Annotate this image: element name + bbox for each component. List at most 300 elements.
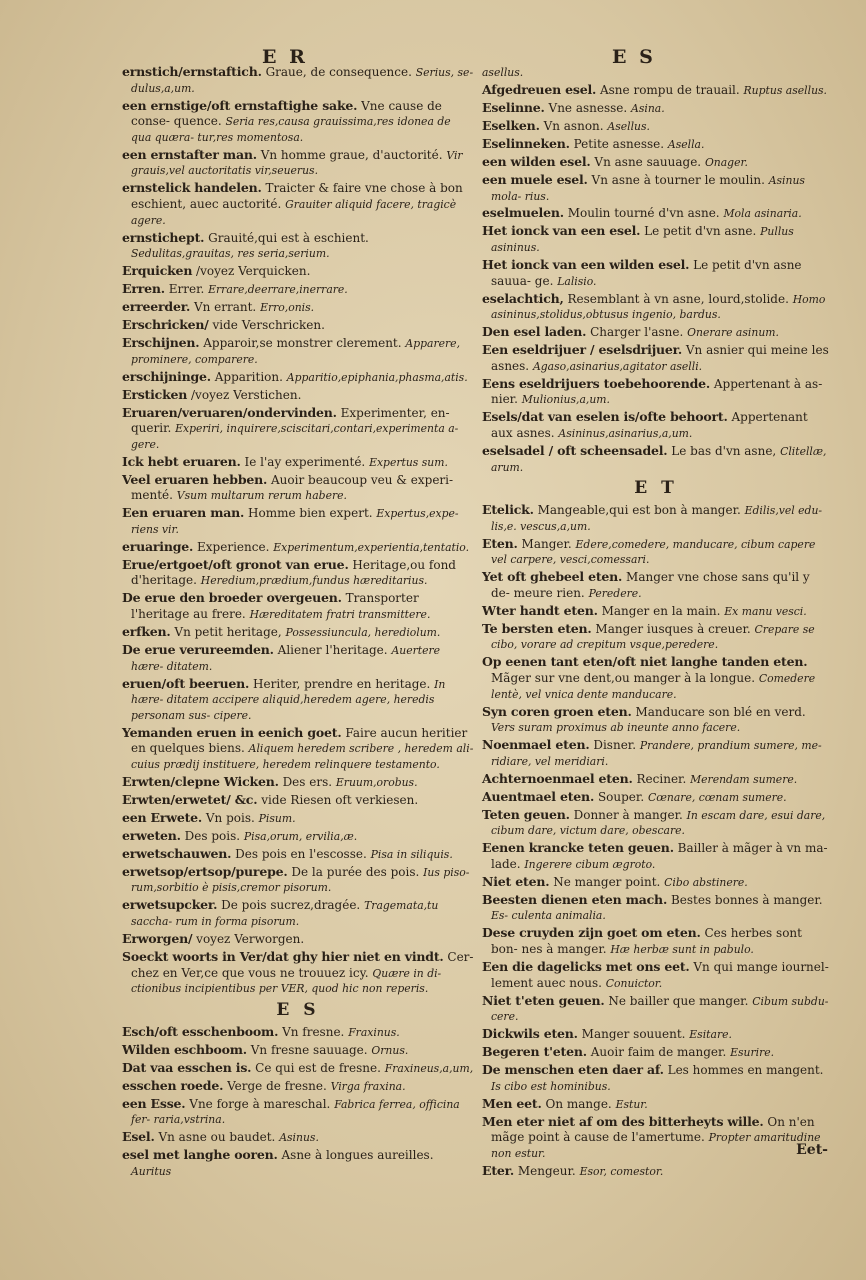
dictionary-entry — [482, 291, 830, 323]
headword: esel met langhe ooren. — [122, 1147, 278, 1163]
french-gloss: Verge de fresne. — [227, 1078, 327, 1093]
latin-gloss: Quære in di- ctionibus incipientibus per VER, quod hic non reperis. — [131, 966, 442, 996]
dictionary-entry — [482, 536, 830, 568]
dictionary-entry — [122, 1024, 474, 1041]
headword: Ersticken — [122, 386, 188, 402]
dictionary-entry — [122, 828, 474, 845]
french-gloss: vide Verschricken. — [212, 318, 325, 333]
right-column — [482, 64, 830, 1181]
french-gloss: Vn qui mange iournel- lement auec nous. — [491, 960, 829, 990]
latin-gloss: Experiri, inquirere,sciscitari,contari,experimenta a- gere. — [131, 422, 459, 451]
french-gloss: Vn asne sauuage. — [594, 154, 702, 169]
dictionary-entry — [482, 502, 830, 534]
dictionary-entry — [122, 539, 474, 556]
french-gloss: /voyez Verstichen. — [191, 387, 302, 402]
french-gloss: Vn fresne. — [282, 1024, 345, 1039]
dictionary-entry — [482, 959, 830, 991]
headword: Erwten/erwetet/ &c. — [122, 791, 258, 807]
latin-gloss: Seria res,causa grauissima,res idonea de qua quæra- tur,res momentosa. — [131, 115, 451, 144]
dictionary-entry — [482, 925, 830, 957]
latin-gloss: asellus. — [482, 66, 524, 79]
dictionary-entry — [482, 737, 830, 769]
headword: een muele esel. — [482, 171, 588, 187]
headword: Eselinneken. — [482, 135, 570, 151]
latin-gloss: Asinus. — [279, 1131, 319, 1145]
headword: Dat vaa esschen is. — [122, 1059, 252, 1075]
latin-gloss: Expertus sum. — [369, 455, 448, 469]
dictionary-entry — [122, 1060, 474, 1077]
french-gloss: Appertenant aux asnes. — [491, 410, 808, 440]
dictionary-entry — [482, 154, 830, 171]
latin-gloss: Vsum multarum rerum habere. — [176, 489, 347, 503]
dictionary-entry — [482, 1062, 830, 1094]
latin-gloss: Sedulitas,grauitas, res seria,serium. — [131, 247, 330, 261]
section-heading: E S — [276, 999, 320, 1020]
dictionary-entry — [122, 897, 474, 929]
headword: Beesten dienen eten mach. — [482, 891, 668, 907]
catchword: Eet- — [796, 1142, 828, 1158]
latin-gloss: Comedere lentè, vel vnica dente manducare. — [491, 672, 816, 701]
french-gloss: Apparoir,se monstrer clerement. — [203, 336, 402, 351]
french-gloss: Grauité,qui est à eschient. — [208, 230, 369, 245]
headword: Esels/dat van eselen is/ofte behoort. — [482, 409, 728, 425]
dictionary-entry — [482, 654, 830, 702]
latin-gloss: Asinus mola- rius. — [491, 173, 805, 203]
latin-gloss: Cœnare, cœnam sumere. — [647, 790, 787, 804]
french-gloss: Homme bien expert. — [248, 506, 373, 521]
dictionary-entry — [122, 792, 474, 809]
dictionary-entry — [122, 557, 474, 589]
headword: Erworgen/ — [122, 931, 193, 946]
french-gloss: Graue, de consequence. — [265, 65, 412, 79]
headword: eruen/oft beeruen. — [122, 675, 250, 691]
latin-gloss: Tragemata,tu saccha- rum in forma pisorum. — [131, 899, 439, 929]
dictionary-entry — [482, 993, 830, 1025]
french-gloss: Vn pois. — [205, 810, 255, 825]
french-gloss: Petite asnesse. — [573, 136, 665, 151]
french-gloss: Cer- chez en Ver,ce que vous ne trouuez icy. — [131, 949, 474, 980]
latin-gloss: Crepare se cibo, vorare ad crepitum vsque,peredere. — [491, 622, 815, 652]
latin-gloss: Pisa,orum, ervilia,æ. — [243, 829, 358, 843]
headword: Eten. — [482, 535, 518, 551]
latin-gloss: Asininus,asinarius,a,um. — [558, 426, 693, 440]
latin-gloss: Fraxinus. — [348, 1025, 400, 1039]
french-gloss: Disner. — [593, 738, 637, 753]
dictionary-entry — [122, 1078, 474, 1095]
latin-gloss: Grauiter aliquid facere, tragicè agere. — [131, 197, 457, 227]
headword: erwetsop/ertsop/purepe. — [122, 863, 288, 879]
dictionary-entry — [122, 98, 474, 146]
french-gloss: Les hommes en mangent. — [667, 1063, 824, 1078]
headword: Eens eseldrijuers toebehoorende. — [482, 375, 711, 391]
latin-gloss: Ius piso- rum,sorbitio è pisis,cremor pisorum. — [131, 865, 470, 895]
dictionary-entry — [482, 342, 830, 374]
headword: Etelick. — [482, 502, 534, 518]
headword: Erue/ertgoet/oft gronot van erue. — [122, 556, 349, 572]
headword: Erschijnen. — [122, 335, 200, 351]
dictionary-entry — [482, 704, 830, 736]
dictionary-entry — [122, 369, 474, 386]
french-gloss: Moulin tourné d'vn asne. — [567, 206, 720, 221]
french-gloss: De pois sucrez,dragée. — [221, 898, 361, 913]
dictionary-entry — [482, 1114, 830, 1162]
headword: Syn coren groen eten. — [482, 703, 632, 719]
latin-gloss: Errare,deerrare,inerrare. — [208, 283, 348, 297]
dictionary-entry — [122, 505, 474, 537]
headword: erfken. — [122, 624, 171, 640]
headword: Auentmael eten. — [482, 788, 595, 804]
dictionary-entry — [122, 810, 474, 827]
latin-gloss: Asellus. — [607, 119, 650, 133]
french-gloss: Vn homme graue, d'auctorité. — [260, 147, 443, 162]
french-gloss: Manducare son blé en verd. — [635, 704, 806, 719]
dictionary-entry — [482, 874, 830, 891]
french-gloss: Experimenter, en- querir. — [131, 405, 450, 436]
headword: Dickwils eten. — [482, 1026, 578, 1042]
headword: Noenmael eten. — [482, 737, 590, 753]
dictionary-entry — [122, 1129, 474, 1146]
headword: Yemanden eruen in eenich goet. — [122, 724, 342, 740]
french-gloss: Ne manger point. — [553, 874, 661, 889]
headword: erwetsupcker. — [122, 897, 218, 913]
latin-gloss: Mola asinaria. — [723, 207, 802, 221]
french-gloss: De la purée des pois. — [291, 864, 420, 879]
dictionary-entry — [122, 864, 474, 896]
french-gloss: Asne rompu de trauail. — [599, 82, 740, 97]
latin-gloss: Auertere hære- ditatem. — [131, 644, 441, 673]
dictionary-entry — [122, 405, 474, 453]
latin-gloss: Esurire. — [730, 1046, 775, 1060]
dictionary-entry — [482, 205, 830, 222]
latin-gloss: Eruum,orobus. — [335, 775, 418, 789]
latin-gloss: Expertus,expe- riens vir. — [131, 507, 459, 536]
latin-gloss: Hæreditatem fratri transmittere. — [249, 608, 431, 622]
french-gloss: Resemblant à vn asne, lourd,stolide. — [567, 291, 789, 306]
dictionary-entry — [122, 774, 474, 791]
latin-gloss: Clitellæ, arum. — [491, 444, 827, 474]
french-gloss: On mange. — [545, 1096, 612, 1111]
french-gloss: Apparition. — [214, 369, 283, 384]
french-gloss: Vn asnier qui meine les asnes. — [491, 343, 829, 373]
headword: Esel. — [122, 1129, 155, 1145]
headword: Een die dagelicks met ons eet. — [482, 959, 690, 974]
french-gloss: Appertenant à as- nier. — [491, 376, 823, 407]
french-gloss: On n'en mãge point à cause de l'amertume. — [491, 1114, 815, 1145]
headword: Yet oft ghebeel eten. — [482, 569, 623, 585]
latin-gloss: Esor, comestor. — [579, 1164, 664, 1178]
french-gloss: Bailler à mãger à vn ma- lade. — [491, 841, 828, 871]
dictionary-entry — [482, 569, 830, 601]
running-head-left: E R — [262, 46, 308, 68]
french-gloss: Heriter, prendre en heritage. — [253, 676, 431, 691]
latin-gloss: Apparitio,epiphania,phasma,atis. — [286, 370, 468, 384]
french-gloss: Experience. — [197, 539, 270, 554]
headword: Een eruaren man. — [122, 505, 245, 521]
dictionary-entry — [482, 172, 830, 204]
french-gloss: Vn asnon. — [543, 118, 604, 133]
french-gloss: Heritage,ou fond d'heritage. — [131, 557, 456, 588]
dictionary-entry — [482, 1044, 830, 1061]
headword: Den esel laden. — [482, 324, 587, 340]
french-gloss: Faire aucun heritier en quelques biens. — [131, 725, 468, 756]
headword: Dese cruyden zijn goet om eten. — [482, 925, 701, 941]
french-gloss: Mengeur. — [517, 1163, 576, 1178]
french-gloss: Bestes bonnes à manger. — [670, 892, 823, 907]
dictionary-entry — [122, 64, 474, 96]
latin-gloss: Virga fraxina. — [330, 1079, 406, 1093]
latin-gloss: Vir grauis,vel auctoritatis vir,seuerus. — [131, 148, 463, 178]
latin-gloss: Fraxineus,a,um, — [384, 1061, 474, 1075]
latin-gloss: Lalisio. — [557, 274, 597, 288]
french-gloss: Ces herbes sont bon- nes à manger. — [491, 926, 802, 957]
headword: Eter. — [482, 1162, 515, 1178]
latin-gloss: Is cibo est hominibus. — [491, 1079, 611, 1093]
dictionary-entry — [482, 840, 830, 872]
latin-gloss: Ornus. — [371, 1043, 409, 1057]
latin-gloss: In escam dare, esui dare, cibum dare, victum dare, obescare. — [491, 808, 826, 838]
french-gloss: /voyez Verquicken. — [196, 264, 311, 279]
dictionary-entry — [122, 180, 474, 228]
french-gloss: Manger iusques à creuer. — [595, 621, 751, 636]
headword: Wilden eschboom. — [122, 1041, 247, 1057]
latin-gloss: Agaso,asinarius,agitator aselli. — [532, 359, 703, 373]
headword: Men eet. — [482, 1095, 542, 1111]
french-gloss: Manger. — [521, 536, 572, 551]
latin-gloss: Ruptus asellus. — [743, 83, 827, 97]
french-gloss: Des ers. — [282, 774, 333, 789]
headword: erweten. — [122, 827, 181, 843]
dictionary-entry — [482, 1026, 830, 1043]
headword: De menschen eten daer af. — [482, 1062, 664, 1078]
dictionary-entry — [482, 376, 830, 408]
headword: Wter handt eten. — [482, 602, 598, 618]
french-gloss: Vn fresne sauuage. — [250, 1042, 368, 1057]
french-gloss: Des pois en l'escosse. — [235, 846, 367, 861]
dictionary-entry — [482, 100, 830, 117]
french-gloss: Manger souuent. — [581, 1027, 686, 1042]
headword: Een eseldrijuer / eselsdrijuer. — [482, 342, 683, 358]
french-gloss: Traicter & faire vne chose à bon eschient, auec auctorité. — [131, 181, 463, 211]
dictionary-entry — [122, 624, 474, 641]
latin-gloss: Vers suram proximus ab ineunte anno facere. — [491, 721, 741, 735]
latin-gloss: Heredium,prædium,fundus hæreditarius. — [200, 574, 428, 588]
french-gloss: vide Riesen oft verkiesen. — [261, 792, 419, 807]
dictionary-entry — [482, 136, 830, 153]
french-gloss: Vn errant. — [193, 300, 257, 315]
french-gloss: Mãger sur vne dent,ou manger à la longue. — [491, 671, 756, 685]
french-gloss: Charger l'asne. — [590, 325, 684, 340]
headword: erwetschauwen. — [122, 845, 232, 861]
latin-gloss: Peredere. — [588, 586, 642, 600]
headword: een Esse. — [122, 1095, 186, 1111]
latin-gloss: Experimentum,experientia,tentatio. — [273, 540, 470, 554]
headword: Te bersten eten. — [482, 620, 592, 636]
french-gloss: Mangeable,qui est bon à manger. — [537, 503, 741, 518]
headword: Het ionck van een wilden esel. — [482, 257, 690, 273]
dictionary-entry — [482, 789, 830, 806]
latin-gloss: Hæ herbæ sunt in pabulo. — [610, 943, 754, 957]
dictionary-entry — [482, 82, 830, 99]
french-gloss: Vne forge à mareschal. — [189, 1096, 331, 1111]
headword: Eenen krancke teten geuen. — [482, 840, 674, 856]
french-gloss: Asne à longues aureilles. — [281, 1148, 434, 1163]
latin-gloss: Edere,comedere, manducare, cibum capere vel carpere, vesci,comessari. — [491, 537, 816, 567]
latin-gloss: Estur. — [615, 1097, 648, 1111]
french-gloss: Reciner. — [636, 771, 687, 786]
french-gloss: Vn asne ou baudet. — [158, 1130, 276, 1145]
headword: ernstelick handelen. — [122, 180, 262, 196]
dictionary-entry — [482, 603, 830, 620]
latin-gloss: Asella. — [667, 137, 705, 151]
french-gloss: Ie l'ay experimenté. — [244, 454, 366, 469]
dictionary-entry — [122, 676, 474, 724]
headword: Soeckt woorts in Ver/dat ghy hier niet en vindt. — [122, 948, 444, 964]
dictionary-entry — [122, 642, 474, 674]
headword: een wilden esel. — [482, 153, 591, 169]
french-gloss: Vn asne à tourner le moulin. — [591, 172, 765, 187]
french-gloss: Vne asnesse. — [548, 100, 628, 115]
french-gloss: Manger vne chose sans qu'il y de- meure rien. — [491, 570, 810, 600]
headword: Begeren t'eten. — [482, 1044, 587, 1060]
dictionary-entry — [122, 1096, 474, 1128]
latin-gloss: Ex manu vesci. — [724, 604, 807, 618]
french-gloss: voyez Verworgen. — [196, 932, 305, 946]
latin-gloss: Edilis,vel edu- lis,e. vescus,a,um. — [491, 504, 823, 533]
french-gloss: Ne bailler que manger. — [608, 993, 749, 1008]
headword: Eselken. — [482, 117, 540, 133]
headword: erschijninge. — [122, 368, 211, 384]
dictionary-entry — [122, 590, 474, 622]
latin-gloss: Merendam sumere. — [690, 772, 798, 786]
french-gloss: Souper. — [597, 789, 645, 804]
latin-gloss: Conuictor. — [605, 976, 663, 990]
headword: Ick hebt eruaren. — [122, 453, 241, 469]
french-gloss: Vne cause de conse- quence. — [131, 98, 442, 129]
latin-gloss: Onager. — [704, 155, 748, 169]
latin-gloss: Fabrica ferrea, officina fer- raria,vstrina. — [131, 1097, 460, 1127]
dictionary-entry — [482, 892, 830, 924]
latin-gloss: Pisum. — [258, 811, 296, 825]
dictionary-entry — [122, 454, 474, 471]
dictionary-entry — [122, 949, 474, 997]
dictionary-entry — [482, 324, 830, 341]
latin-gloss: Auritus — [131, 1164, 172, 1178]
headword: een Erwete. — [122, 809, 203, 825]
french-gloss: Donner à manger. — [573, 807, 683, 822]
dictionary-entry — [122, 1147, 474, 1179]
dictionary-entry — [122, 846, 474, 863]
headword: Het ionck van een esel. — [482, 223, 641, 239]
headword: ernstichept. — [122, 229, 205, 245]
headword: Veel eruaren hebben. — [122, 471, 268, 487]
latin-gloss: Es- culenta animalia. — [491, 909, 606, 923]
latin-gloss: In hære- ditatem accipere aliquid,heredem agere, heredis personam sus- cipere. — [131, 677, 446, 722]
dictionary-entry — [122, 317, 474, 334]
headword: eselachtich, — [482, 290, 564, 306]
french-gloss: Ce qui est de fresne. — [255, 1060, 381, 1075]
headword: eselsadel / oft scheensadel. — [482, 442, 668, 458]
headword: Eselinne. — [482, 99, 545, 115]
headword: Men eter niet af om des bitterheyts wille. — [482, 1113, 764, 1129]
dictionary-entry — [482, 1096, 830, 1113]
section-heading: E T — [634, 478, 678, 499]
latin-gloss: Esitare. — [689, 1028, 732, 1042]
latin-gloss: Prandere, prandium sumere, me- ridiare, vel meridiari. — [491, 739, 822, 768]
french-gloss: Manger en la main. — [601, 603, 721, 618]
french-gloss: Errer. — [168, 282, 205, 297]
latin-gloss: Apparere, prominere, comparere. — [131, 337, 460, 366]
headword: Teten geuen. — [482, 806, 570, 822]
headword: erreerder. — [122, 299, 191, 315]
headword: Erquicken — [122, 263, 193, 279]
latin-gloss: Asina. — [631, 101, 665, 115]
dictionary-entry — [482, 118, 830, 135]
dictionary-entry — [122, 931, 474, 948]
latin-gloss: Cibo abstinere. — [664, 875, 748, 889]
french-gloss: Auoir beaucoup veu & experi- menté. — [131, 472, 454, 503]
headword: Achternoenmael eten. — [482, 770, 633, 786]
dictionary-entry — [122, 472, 474, 504]
left-column — [122, 64, 474, 1181]
headword: Erwten/clepne Wicken. — [122, 773, 279, 789]
latin-gloss: Cibum subdu- cere. — [491, 994, 829, 1024]
french-gloss: Vn petit heritage, — [174, 625, 282, 640]
french-gloss: Des pois. — [184, 828, 241, 843]
dictionary-entry — [122, 1042, 474, 1059]
headword: De erue den broeder overgeuen. — [122, 590, 342, 606]
latin-gloss: Onerare asinum. — [687, 326, 779, 340]
headword: Erschricken/ — [122, 317, 209, 333]
latin-gloss: Pullus asininus. — [491, 225, 794, 255]
headword: Afgedreuen esel. — [482, 81, 597, 97]
headword: esschen roede. — [122, 1077, 224, 1093]
dictionary-entry — [122, 335, 474, 367]
dictionary-entry — [482, 771, 830, 788]
dictionary-entry — [122, 387, 474, 404]
french-gloss: Transporter l'heritage au frere. — [131, 591, 419, 622]
dictionary-entry — [122, 725, 474, 773]
headword: een ernstafter man. — [122, 146, 257, 162]
dictionary-entry — [482, 621, 830, 653]
dictionary-entry — [482, 64, 830, 81]
headword: Erren. — [122, 281, 165, 297]
latin-gloss: Serius, se- dulus,a,um. — [131, 66, 474, 95]
dictionary-entry — [482, 223, 830, 255]
latin-gloss: Erro,onis. — [260, 301, 315, 315]
dictionary-entry — [482, 807, 830, 839]
headword: Eruaren/veruaren/ondervinden. — [122, 404, 337, 420]
headword: De erue verureemden. — [122, 642, 274, 657]
latin-gloss: Homo asininus,stolidus,obtusus ingenio, bardus. — [491, 292, 826, 322]
latin-gloss: Propter amaritudine non estur. — [491, 1131, 821, 1160]
latin-gloss: Aliquem heredem scribere , heredem ali- cuius prædij instituere, heredem relinquere testamento. — [131, 742, 474, 771]
dictionary-entry — [122, 299, 474, 316]
headword: Niet t'eten geuen. — [482, 992, 605, 1008]
dictionary-entry — [482, 257, 830, 289]
headword: Niet eten. — [482, 873, 550, 889]
latin-gloss: Possessiuncula, herediolum. — [285, 626, 441, 640]
dictionary-entry — [122, 263, 474, 280]
headword: een ernstige/oft ernstaftighe sake. — [122, 97, 358, 113]
latin-gloss: Mulionius,a,um. — [521, 393, 610, 407]
french-gloss: Auoir faim de manger. — [590, 1045, 727, 1060]
headword: Op eenen tant eten/oft niet langhe tanden eten. — [482, 654, 808, 670]
dictionary-entry — [482, 409, 830, 441]
headword: Esch/oft esschenboom. — [122, 1023, 279, 1039]
dictionary-entry — [122, 147, 474, 179]
headword: ernstich/ernstaftich. — [122, 64, 262, 79]
dictionary-entry — [122, 281, 474, 298]
